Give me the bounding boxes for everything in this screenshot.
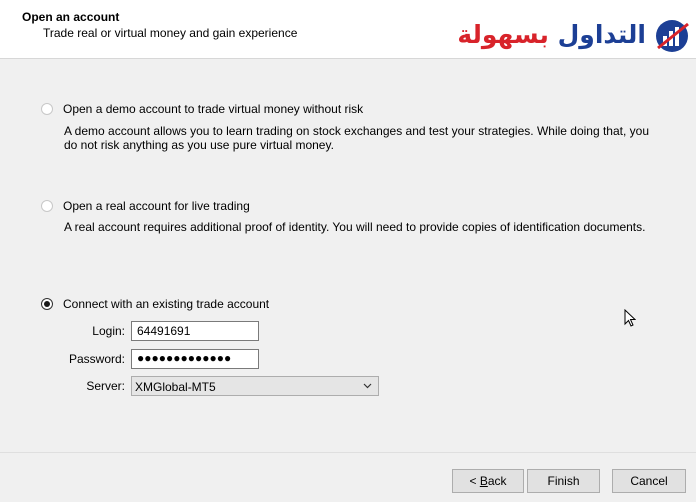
server-select[interactable]: [131, 376, 379, 396]
logo-word-easily: بسهولة: [457, 20, 549, 49]
logo-word-trading: التداول: [557, 20, 646, 49]
footer-divider: [0, 452, 696, 453]
back-rest: ack: [487, 474, 507, 488]
back-mnemonic: B: [479, 474, 488, 488]
wizard-header: [0, 0, 696, 59]
login-input[interactable]: [131, 321, 259, 341]
real-account-radio[interactable]: [41, 200, 53, 212]
existing-account-label[interactable]: Connect with an existing trade account: [63, 297, 270, 311]
demo-account-label[interactable]: Open a demo account to trade virtual money without risk: [63, 102, 364, 116]
real-account-description: A real account requires additional proof of identity. You will need to provide copies of identification documents.: [64, 220, 646, 234]
demo-account-radio[interactable]: [41, 103, 53, 115]
finish-button[interactable]: Finish: [527, 469, 600, 493]
back-prefix: <: [469, 474, 480, 488]
brand-logo: [457, 18, 694, 58]
password-label: Password:: [68, 352, 125, 366]
password-input[interactable]: ●●●●●●●●●●●●●: [131, 349, 259, 369]
chevron-down-icon: [363, 381, 372, 390]
mouse-cursor-icon: [624, 309, 636, 328]
login-label: Login:: [92, 324, 125, 338]
bar-chart-logo-icon: [654, 18, 692, 54]
existing-account-radio[interactable]: [41, 298, 53, 310]
page-subtitle: Trade real or virtual money and gain experience: [43, 26, 298, 40]
cancel-button[interactable]: Cancel: [612, 469, 686, 493]
page-title: Open an account: [22, 10, 120, 24]
logo-text: [457, 20, 646, 49]
server-label: Server:: [86, 379, 125, 393]
demo-account-description: A demo account allows you to learn trading on stock exchanges and test your strategies. While doing that, you do not risk anything as you use pure virtual money.: [64, 124, 650, 152]
server-select-value: XMGlobal-MT5: [135, 380, 216, 394]
real-account-label[interactable]: Open a real account for live trading: [63, 199, 250, 213]
back-button[interactable]: [452, 469, 524, 493]
